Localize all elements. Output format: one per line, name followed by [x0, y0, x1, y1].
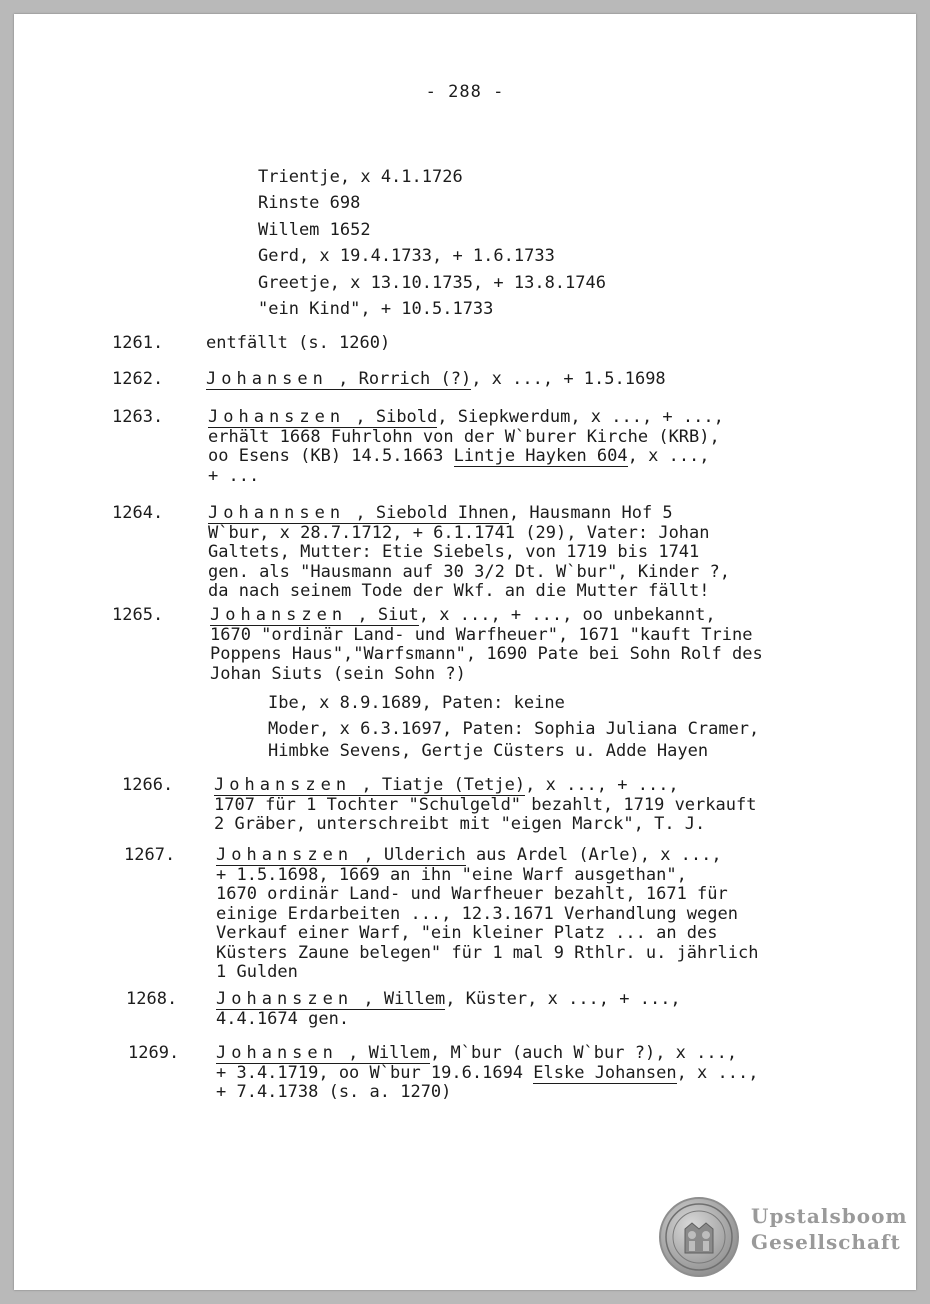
entry-number: 1269.: [128, 1043, 180, 1063]
entry-line: 1670 ordinär Land- und Warfheuer bezahlt, 1671 für: [216, 884, 728, 904]
child-entry: Moder, x 6.3.1697, Paten: Sophia Juliana Cramer,: [268, 719, 760, 739]
entry-line: [214, 776, 756, 796]
entry-text: [208, 408, 724, 486]
given-name: Sibold: [375, 407, 438, 427]
entry-line: Johan Siuts (sein Sohn ?): [210, 663, 466, 684]
entry-number: 1265.: [112, 605, 164, 625]
entry-number: 1266.: [122, 775, 174, 795]
entry-line: [208, 504, 730, 524]
entry-line: [216, 846, 758, 866]
entry-number: 1268.: [126, 989, 178, 1009]
intro-child: Greetje, x 13.10.1735, + 13.8.1746: [258, 272, 606, 293]
surname-given: Johanszen , Willem: [216, 989, 446, 1009]
upstalsboom-logo: [659, 1197, 911, 1277]
entry-number: 1262.: [112, 369, 164, 389]
entry-line: gen. als "Hausmann auf 30 3/2 Dt. W`bur", Kinder ?,: [208, 561, 730, 582]
entry-line: [206, 370, 666, 390]
entry-details: aus Ardel (Arle), x ...,: [465, 845, 722, 865]
document-page: [14, 14, 916, 1290]
surname-given: Johansen , Rorrich (?): [206, 369, 472, 389]
child-entry: Ibe, x 8.9.1689, Paten: keine: [268, 693, 565, 713]
intro-child: "ein Kind", + 10.5.1733: [258, 299, 494, 320]
spouse-name: Lintje Hayken 604: [453, 446, 628, 466]
surname: Johanszen: [216, 845, 354, 865]
entry-line: [210, 606, 763, 626]
entry-line: oo Esens (KB) 14.5.1663 Lintje Hayken 604, x ...,: [208, 446, 710, 466]
surname: Johannsen: [208, 503, 346, 523]
surname-given: Johanszen , Siut: [210, 605, 419, 625]
entry-line: Poppens Haus","Warfsmann", 1690 Pate bei Sohn Rolf des: [210, 644, 763, 664]
surname: Johanszen: [208, 407, 346, 427]
entry-line: 2 Gräber, unterschreibt mit "eigen Marck", T. J.: [214, 814, 706, 834]
entry-number: 1267.: [124, 845, 176, 865]
entry-line: + 7.4.1738 (s. a. 1270): [216, 1082, 452, 1102]
entry-line: 1707 für 1 Tochter "Schulgeld" bezahlt, 1719 verkauft: [214, 794, 757, 815]
entry-text: [216, 846, 758, 983]
intro-child: Rinste 698: [258, 193, 361, 214]
intro-child: Trientje, x 4.1.1726: [258, 167, 463, 187]
entry-details: , Siepkwerdum, x ..., + ...,: [437, 407, 724, 427]
given-name: Siut: [377, 605, 419, 625]
entry-text: [216, 1044, 758, 1103]
surname: Johansen: [206, 369, 328, 389]
intro-child: Willem 1652: [258, 219, 371, 240]
surname-given: Johanszen , Tiatje (Tetje): [214, 775, 526, 795]
page-number: - 288 -: [425, 82, 505, 102]
entry-number: 1263.: [112, 407, 164, 427]
entry-line: einige Erdarbeiten ..., 12.3.1671 Verhandlung wegen: [216, 903, 738, 924]
entry-line: + 1.5.1698, 1669 an ihn "eine Warf ausgethan",: [216, 864, 687, 885]
entry-line: [216, 990, 681, 1010]
entry-text: [214, 776, 756, 835]
given-name: Siebold Ihnen: [375, 503, 509, 523]
surname-given: Johanszen , Sibold: [208, 407, 438, 427]
entry-text: [208, 504, 730, 602]
entry-text: [206, 334, 390, 354]
surname: Johanszen: [216, 989, 354, 1009]
seal-icon: [659, 1197, 739, 1277]
entry-line: + 3.4.1719, oo W`bur 19.6.1694 Elske Johansen, x ...,: [216, 1062, 759, 1083]
logo-line-2: Gesellschaft: [751, 1230, 901, 1254]
given-name: Willem: [368, 1043, 431, 1063]
given-name: Tiatje (Tetje): [381, 775, 526, 795]
spouse-name: Elske Johansen: [533, 1062, 677, 1083]
entry-line: entfällt (s. 1260): [206, 333, 391, 353]
intro-child: Gerd, x 19.4.1733, + 1.6.1733: [258, 246, 555, 267]
entry-line: 1 Gulden: [216, 962, 298, 982]
entry-line: Küsters Zaune belegen" für 1 mal 9 Rthlr. u. jährlich: [216, 942, 759, 963]
entry-line: [216, 1044, 758, 1064]
entry-details: , Hausmann Hof 5: [508, 503, 673, 523]
entry-line: erhält 1668 Fuhrlohn von der W`burer Kirche (KRB),: [208, 426, 720, 447]
entry-details: , Küster, x ..., + ...,: [445, 989, 681, 1009]
child-entry: Himbke Sevens, Gertje Cüsters u. Adde Hayen: [268, 741, 709, 761]
surname: Johansen: [216, 1043, 338, 1063]
surname: Johanszen: [214, 775, 352, 795]
entry-number: 1261.: [112, 333, 164, 353]
entry-line: Galtets, Mutter: Etie Siebels, von 1719 bis 1741: [208, 542, 700, 562]
children-list: [268, 690, 763, 762]
entry-text: [216, 990, 681, 1029]
intro-children-list: [258, 164, 606, 322]
surname: Johanszen: [210, 605, 348, 625]
given-name: Rorrich (?): [358, 369, 472, 389]
surname-given: Johannsen , Siebold Ihnen: [208, 503, 509, 523]
entry-details: , x ..., + 1.5.1698: [471, 369, 666, 389]
entry-text: [210, 606, 763, 762]
entry-text: [206, 370, 666, 390]
logo-text: [751, 1203, 908, 1255]
entry-details: , x ..., + ...,: [525, 775, 679, 795]
logo-line-1: Upstalsboom: [751, 1204, 908, 1228]
entry-details: , x ..., + ..., oo unbekannt,: [418, 605, 716, 625]
entry-line: 1670 "ordinär Land- und Warfheuer", 1671 "kauft Trine: [210, 624, 753, 645]
entry-number: 1264.: [112, 503, 164, 523]
entry-line: Verkauf einer Warf, "ein kleiner Platz ... an des: [216, 923, 718, 943]
surname-given: Johanszen , Ulderich: [216, 845, 466, 865]
entry-line: W`bur, x 28.7.1712, + 6.1.1741 (29), Vater: Johan: [208, 522, 710, 543]
entry-details: , M`bur (auch W`bur ?), x ...,: [430, 1043, 738, 1063]
given-name: Ulderich: [383, 845, 466, 865]
surname-given: Johansen , Willem: [216, 1043, 431, 1063]
entry-line: da nach seinem Tode der Wkf. an die Mutter fällt!: [208, 581, 710, 601]
entry-line: + ...: [208, 465, 260, 486]
entry-line: 4.4.1674 gen.: [216, 1008, 350, 1029]
entry-line: [208, 408, 724, 428]
given-name: Willem: [383, 989, 446, 1009]
